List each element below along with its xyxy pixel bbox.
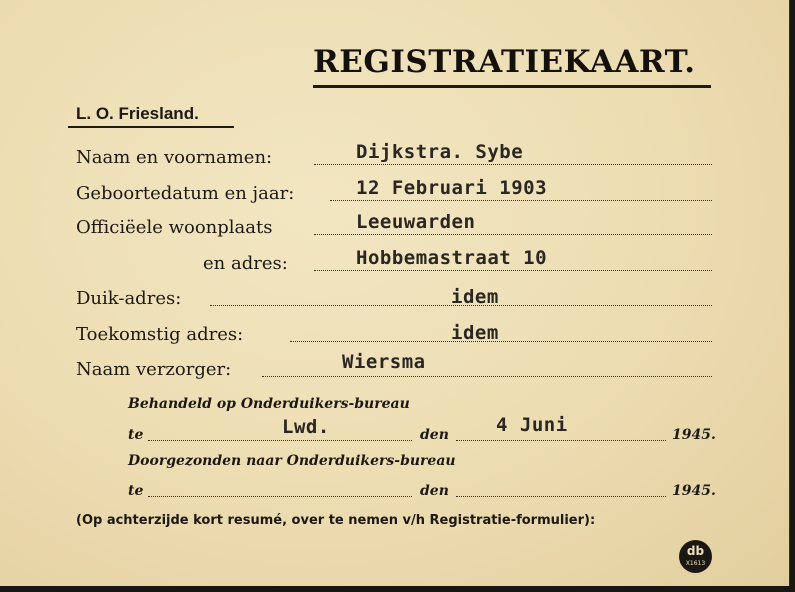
name-value: Dijkstra. Sybe — [356, 141, 524, 163]
card-title: REGISTRATIEKAART. — [313, 44, 696, 80]
future-address-value: idem — [451, 322, 499, 344]
handled-date-dotted-line — [456, 439, 666, 441]
handled-place-value: Lwd. — [282, 416, 330, 438]
handled-heading: Behandeld op Onderduikers-bureau — [128, 396, 410, 412]
handled-den-label: den — [420, 427, 449, 443]
organisation-name: L. O. Friesland. — [76, 104, 199, 123]
birth-dotted-line — [330, 199, 712, 201]
printer-logo-stamp — [679, 540, 712, 573]
birth-value: 12 Februari 1903 — [356, 177, 548, 199]
handled-date-value: 4 Juni — [496, 414, 568, 436]
handled-place-dotted-line — [148, 439, 412, 441]
caretaker-dotted-line — [262, 375, 712, 377]
forwarded-place-dotted-line — [148, 495, 412, 497]
address-dotted-line — [314, 269, 712, 271]
footnote: (Op achterzijde kort resumé, over te nemen v/h Registratie-formulier): — [76, 513, 596, 528]
address-value: Hobbemastraat 10 — [356, 247, 548, 269]
forwarded-den-label: den — [420, 483, 449, 499]
forwarded-heading: Doorgezonden naar Onderduikers-bureau — [128, 453, 456, 469]
residence-label: Officiëele woonplaats — [76, 217, 273, 238]
residence-value: Leeuwarden — [356, 211, 476, 233]
stamp-logo-text: db — [686, 544, 705, 558]
caretaker-value: Wiersma — [342, 351, 426, 373]
birth-label: Geboortedatum en jaar: — [76, 183, 295, 204]
handled-te-label: te — [128, 427, 144, 443]
residence-dotted-line — [314, 233, 712, 235]
name-dotted-line — [314, 163, 712, 165]
handled-year: 1945. — [672, 427, 716, 443]
hiding-address-value: idem — [451, 286, 499, 308]
address-label: en adres: — [203, 253, 288, 274]
future-address-label: Toekomstig adres: — [76, 324, 244, 345]
organisation-underline — [68, 126, 234, 128]
name-label: Naam en voornamen: — [76, 147, 273, 168]
forwarded-te-label: te — [128, 483, 144, 499]
forwarded-year: 1945. — [672, 483, 716, 499]
stamp-number: X1613 — [685, 560, 706, 567]
forwarded-date-dotted-line — [456, 495, 666, 497]
title-underline — [313, 85, 711, 88]
caretaker-label: Naam verzorger: — [76, 359, 232, 380]
future-address-dotted-line — [290, 340, 712, 342]
hiding-address-label: Duik-adres: — [76, 288, 182, 309]
